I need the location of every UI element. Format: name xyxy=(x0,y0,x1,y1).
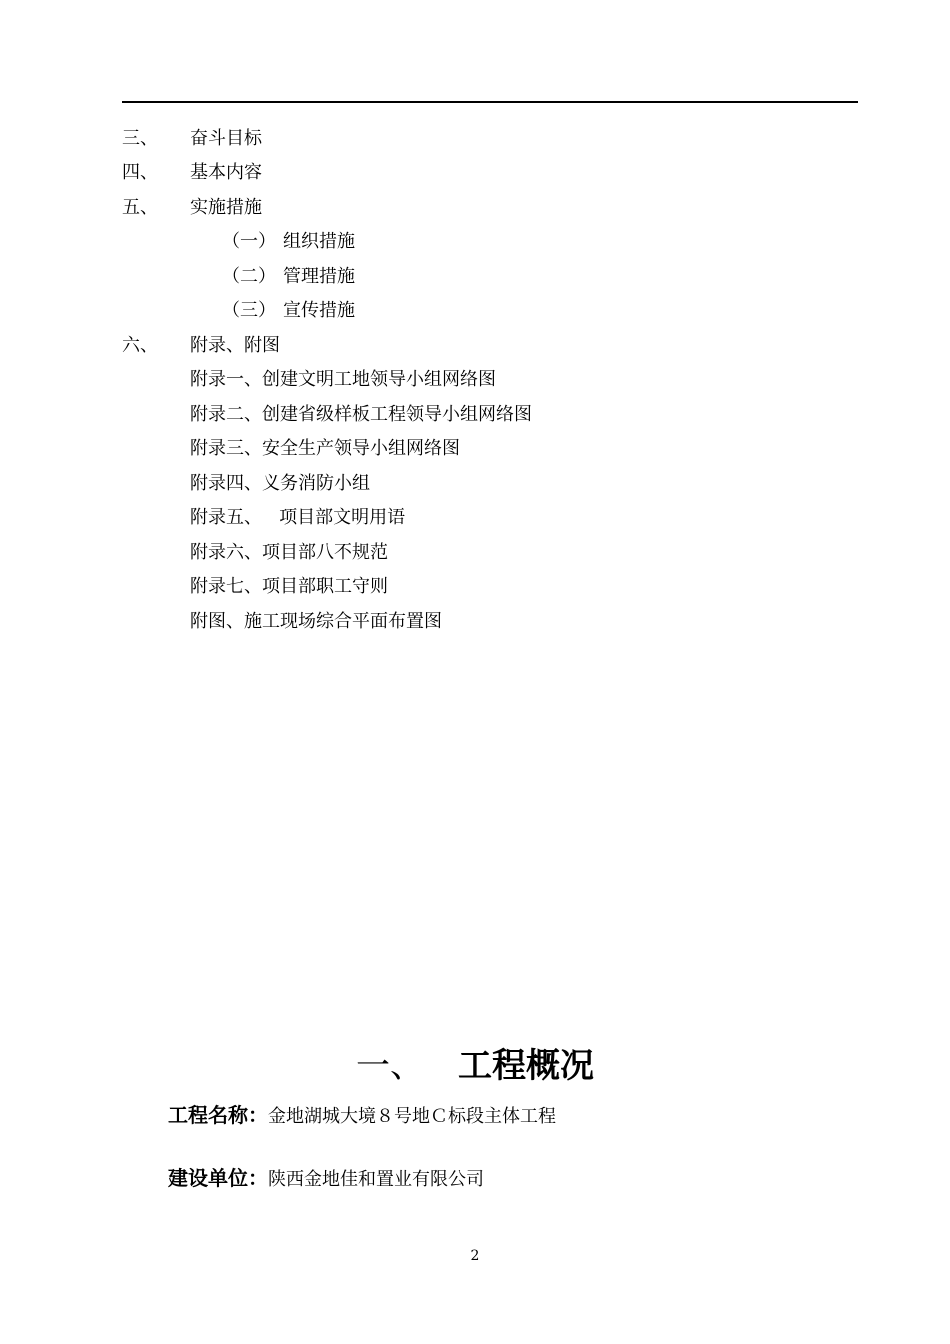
developer-value: 陕西金地佳和置业有限公司 xyxy=(268,1169,484,1190)
toc-item-3-label: 奋斗目标 xyxy=(190,128,262,149)
toc-subitem-3-num: （三） xyxy=(222,300,276,321)
toc-item-5-label: 实施措施 xyxy=(190,197,262,218)
toc-item-6-num: 六、 xyxy=(122,335,158,356)
toc-subitem-2-label: 管理措施 xyxy=(283,266,355,287)
toc-subitem-3-label: 宣传措施 xyxy=(283,300,355,321)
toc-item-4-num: 四、 xyxy=(122,162,158,183)
toc-subitem-1-label: 组织措施 xyxy=(283,231,355,252)
toc-item-4-label: 基本内容 xyxy=(190,162,262,183)
section-number: 一、 xyxy=(356,1046,424,1086)
toc-subitem-2-num: （二） xyxy=(222,266,276,287)
header-rule xyxy=(122,101,858,103)
project-name-field xyxy=(168,1102,556,1130)
appendix-item: 附录七、项目部职工守则 xyxy=(190,576,388,597)
appendix-item: 附图、施工现场综合平面布置图 xyxy=(190,611,442,632)
appendix-item: 附录二、创建省级样板工程领导小组网络图 xyxy=(190,404,532,425)
developer-label: 建设单位： xyxy=(168,1166,268,1190)
toc-subitem-1-num: （一） xyxy=(222,231,276,252)
toc-item-3-num: 三、 xyxy=(122,128,158,149)
appendix-item: 附录六、项目部八不规范 xyxy=(190,542,388,563)
project-name-label: 工程名称： xyxy=(168,1103,268,1127)
developer-field xyxy=(168,1165,484,1193)
project-name-value: 金地湖城大境８号地Ｃ标段主体工程 xyxy=(268,1106,556,1127)
page-number: 2 xyxy=(470,1248,480,1264)
appendix-item: 附录五、 项目部文明用语 xyxy=(190,507,406,528)
appendix-item: 附录四、义务消防小组 xyxy=(190,473,370,494)
toc-item-5-num: 五、 xyxy=(122,197,158,218)
appendix-item: 附录三、安全生产领导小组网络图 xyxy=(190,438,460,459)
appendix-item: 附录一、创建文明工地领导小组网络图 xyxy=(190,369,496,390)
toc-item-6-label: 附录、附图 xyxy=(190,335,280,356)
section-heading xyxy=(0,1046,950,1086)
section-title: 工程概况 xyxy=(458,1046,594,1086)
